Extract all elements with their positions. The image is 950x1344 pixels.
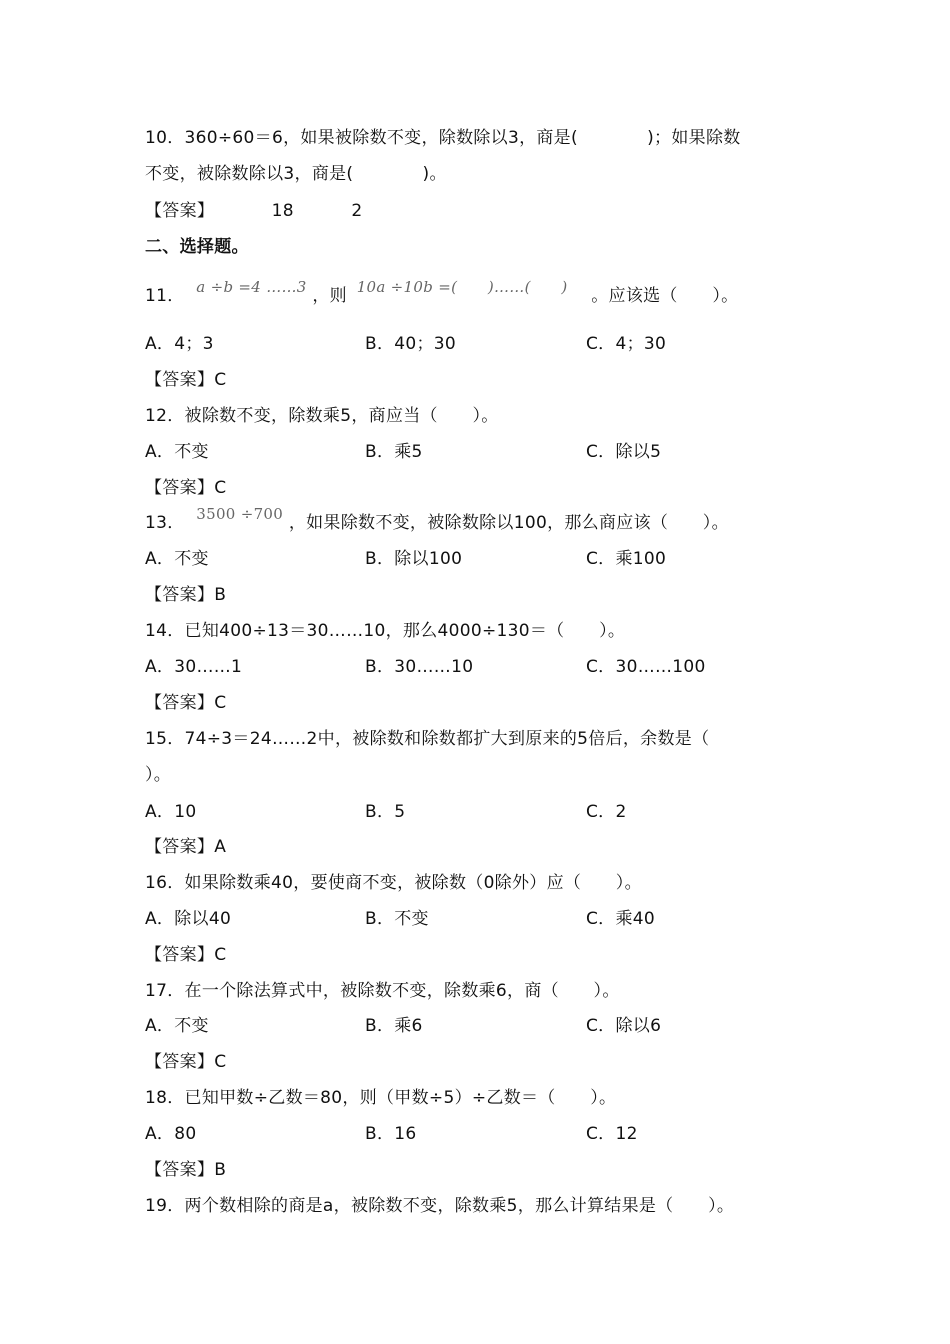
q15-answer: 【答案】A [145,837,227,857]
q10-answer [145,199,362,223]
q13-expression: 3500 ÷700 [196,505,284,523]
option-b: B．乘6 [365,1016,423,1036]
option-c: C．4；30 [586,334,667,354]
q11-expression-1: a ÷b =4 ……3 [196,278,307,296]
q18-options [145,1122,845,1146]
q13-number: 13． [145,513,185,533]
q10-line-2: 不变，被除数除以3，商是( )。 [145,164,447,184]
q17-answer: 【答案】C [145,1052,227,1072]
option-a: A．4；3 [145,334,214,354]
q11-expression-2: 10a ÷10b =( )……( ) [356,278,568,296]
option-c: C．乘40 [586,909,656,929]
q13-tail-text: ，如果除数不变，被除数除以100，那么商应该（ ）。 [288,513,729,533]
q16-answer: 【答案】C [145,945,227,965]
q13-question [145,505,729,535]
option-c: C．除以5 [586,442,662,462]
q11-number: 11． [145,286,185,306]
q11-answer: 【答案】C [145,370,227,390]
q11-question [145,278,739,308]
option-a: A．10 [145,802,197,822]
q17-question: 17．在一个除法算式中，被除数不变，除数乘6，商（ ）。 [145,981,620,1001]
option-c: C．30……100 [586,657,706,677]
q12-options [145,440,845,464]
q13-options [145,547,845,571]
q16-question: 16．如果除数乘40，要使商不变，被除数（0除外）应（ ）。 [145,873,642,893]
option-b: B．16 [365,1124,417,1144]
option-b: B．30……10 [365,657,474,677]
q15-options [145,800,845,824]
q14-options [145,655,845,679]
option-a: A．30……1 [145,657,243,677]
q10-line-1: 10．360÷60＝6，如果被除数不变，除数除以3，商是( )；如果除数 [145,128,741,148]
answer-value-1: 18 [271,201,294,221]
answer-value-2: 2 [351,201,363,221]
option-c: C．乘100 [586,549,667,569]
option-a: A．不变 [145,1016,209,1036]
option-c: C．除以6 [586,1016,662,1036]
option-b: B．除以100 [365,549,463,569]
option-a: A．除以40 [145,909,232,929]
q12-answer: 【答案】C [145,478,227,498]
option-b: B．40；30 [365,334,457,354]
q18-answer: 【答案】B [145,1160,227,1180]
q13-answer: 【答案】B [145,585,227,605]
option-c: C．12 [586,1124,638,1144]
q19-question: 19．两个数相除的商是a，被除数不变，除数乘5，那么计算结果是（ ）。 [145,1196,735,1216]
q18-question: 18．已知甲数÷乙数＝80，则（甲数÷5）÷乙数＝（ ）。 [145,1088,617,1108]
option-b: B．不变 [365,909,429,929]
option-a: A．80 [145,1124,197,1144]
answer-label: 【答案】 [145,201,215,221]
option-a: A．不变 [145,442,209,462]
q15-line-1: 15．74÷3＝24……2中，被除数和除数都扩大到原来的5倍后，余数是（ [145,729,710,749]
q14-question: 14．已知400÷13＝30……10，那么4000÷130＝（ ）。 [145,621,626,641]
q11-options [145,332,845,356]
q11-mid-text: ，则 [312,286,347,306]
q15-line-2: ）。 [145,765,172,785]
option-b: B．乘5 [365,442,423,462]
q14-answer: 【答案】C [145,693,227,713]
option-c: C．2 [586,802,627,822]
section-heading: 二、选择题。 [145,237,249,257]
option-b: B．5 [365,802,406,822]
q17-options [145,1014,845,1038]
q12-question: 12．被除数不变，除数乘5，商应当（ ）。 [145,406,499,426]
option-a: A．不变 [145,549,209,569]
q11-tail-text: 。应该选（ ）。 [591,286,739,306]
q16-options [145,907,845,931]
